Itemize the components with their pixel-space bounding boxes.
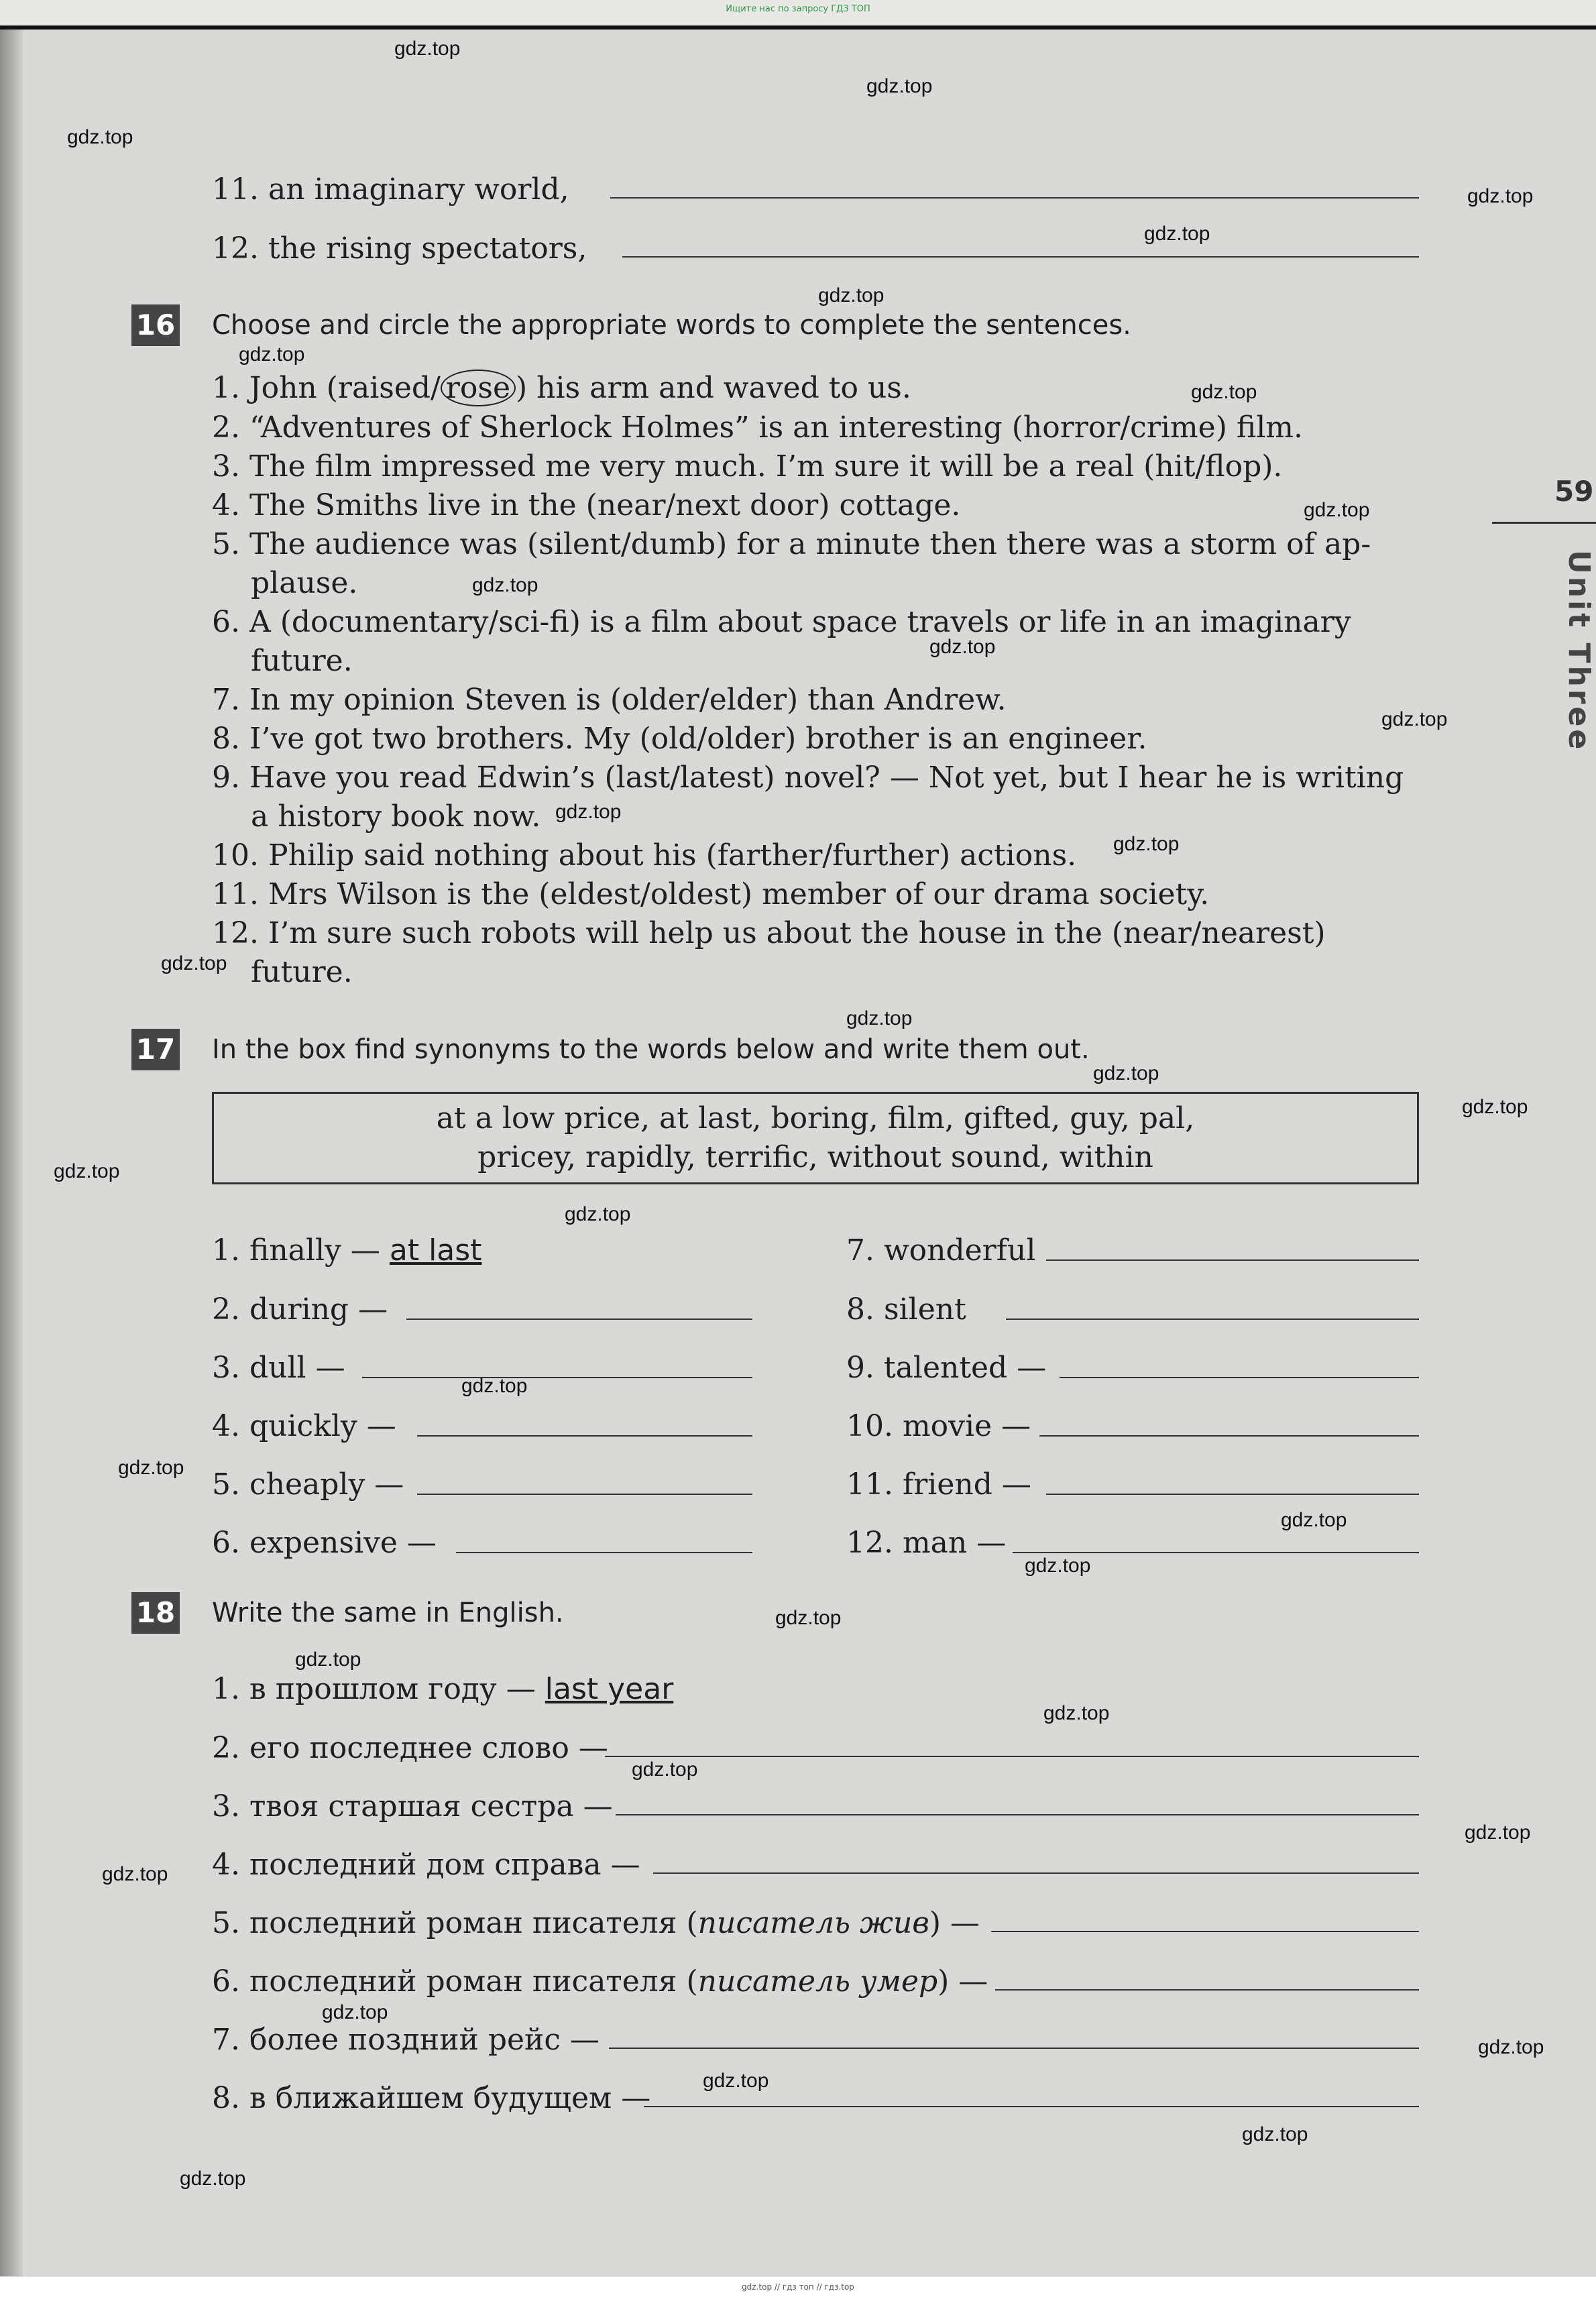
ex17-left-1: 1. finally — at last	[212, 1233, 482, 1268]
ex16-item-12-cont: future.	[251, 955, 353, 989]
watermark: gdz.top	[1025, 1555, 1091, 1577]
bottom-banner	[0, 2277, 1596, 2297]
top-banner	[0, 0, 1596, 30]
ex17-right-10: 10. movie —	[846, 1409, 1031, 1443]
ex16-item-4[interactable]: 4. The Smiths live in the (near/next door) cottage.	[212, 488, 961, 522]
watermark: gdz.top	[1191, 381, 1257, 403]
watermark: gdz.top	[295, 1648, 361, 1671]
ex17-right-12: 12. man —	[846, 1526, 1007, 1560]
ex18-item-5: 5. последний роман писателя (писатель жив) —	[212, 1906, 980, 1940]
ex18-item-8: 8. в ближайшем будущем —	[212, 2081, 651, 2115]
answer-line[interactable]	[653, 1872, 1419, 1874]
synonym-word-box	[212, 1092, 1419, 1184]
answer-line[interactable]	[609, 2048, 1419, 2049]
watermark: gdz.top	[1043, 1702, 1110, 1724]
ex18-item-6: 6. последний роман писателя (писатель умер) —	[212, 1964, 988, 1999]
word-box-line-1: at a low price, at last, boring, film, gifted, guy, pal,	[436, 1101, 1195, 1135]
watermark: gdz.top	[703, 2070, 769, 2092]
ex18-item-2: 2. его последнее слово —	[212, 1731, 608, 1765]
watermark: gdz.top	[161, 952, 227, 974]
watermark: gdz.top	[565, 1203, 631, 1225]
ex16-item-9-cont: a history book now.	[251, 799, 541, 834]
ex17-left-5: 5. cheaply —	[212, 1467, 404, 1502]
ex16-item-7[interactable]: 7. In my opinion Steven is (older/elder) than Andrew.	[212, 683, 1007, 717]
watermark: gdz.top	[818, 284, 885, 306]
watermark: gdz.top	[322, 2001, 388, 2023]
watermark: gdz.top	[118, 1457, 184, 1479]
watermark: gdz.top	[394, 38, 461, 60]
watermark: gdz.top	[54, 1160, 120, 1182]
exercise-number-18: 18	[131, 1592, 180, 1634]
ex17-right-8: 8. silent	[846, 1292, 966, 1327]
ex16-item-12[interactable]: 12. I’m sure such robots will help us about the house in the (near/nearest)	[212, 916, 1326, 950]
circled-answer[interactable]: rose	[441, 370, 516, 406]
watermark: gdz.top	[67, 126, 133, 148]
ex17-right-9: 9. talented —	[846, 1351, 1047, 1385]
page-number: 59	[1554, 475, 1594, 508]
answer-line[interactable]	[991, 1931, 1419, 1932]
ex16-item-6-cont: future.	[251, 644, 353, 678]
watermark: gdz.top	[775, 1607, 842, 1629]
ex16-item-10[interactable]: 10. Philip said nothing about his (farther/further) actions.	[212, 838, 1077, 873]
watermark: gdz.top	[102, 1863, 168, 1885]
watermark: gdz.top	[1462, 1096, 1528, 1118]
answer-line[interactable]	[1006, 1319, 1419, 1320]
watermark: gdz.top	[1381, 708, 1448, 730]
exercise-18-instruction: Write the same in English.	[212, 1598, 564, 1628]
ex16-item-1: 1. John (raised/ rose ) his arm and waved to us.	[212, 371, 911, 405]
answer-line[interactable]	[417, 1435, 752, 1437]
watermark: gdz.top	[555, 801, 622, 823]
answer-line[interactable]	[644, 2106, 1419, 2107]
ex16-item-5[interactable]: 5. The audience was (silent/dumb) for a minute then there was a storm of ap-	[212, 527, 1371, 561]
watermark: gdz.top	[239, 343, 305, 366]
ex18-item-1: 1. в прошлом году — last year	[212, 1672, 674, 1706]
ex16-item-6[interactable]: 6. A (documentary/sci-fi) is a film about space travels or life in an imaginary	[212, 605, 1351, 639]
watermark: gdz.top	[866, 75, 933, 97]
answer-line[interactable]	[406, 1319, 752, 1320]
handwritten-answer[interactable]: last year	[545, 1672, 674, 1706]
answer-line[interactable]	[610, 197, 1419, 199]
answer-line[interactable]	[456, 1552, 752, 1553]
page-number-rule	[1492, 522, 1596, 524]
watermark: gdz.top	[1465, 1822, 1531, 1844]
answer-line[interactable]	[622, 256, 1419, 258]
exercise-number-17: 17	[131, 1029, 180, 1070]
ex16-item-2[interactable]: 2. “Adventures of Sherlock Holmes” is an interesting (horror/crime) film.	[212, 410, 1303, 445]
answer-line[interactable]	[616, 1814, 1419, 1815]
watermark: gdz.top	[472, 574, 538, 596]
prev-item-12: 12. the rising spectators,	[212, 231, 587, 266]
watermark: gdz.top	[1467, 185, 1534, 207]
ex17-left-2: 2. during —	[212, 1292, 388, 1327]
ex17-left-3: 3. dull —	[212, 1351, 345, 1385]
ex18-item-7: 7. более поздний рейс —	[212, 2023, 600, 2057]
exercise-17-instruction: In the box find synonyms to the words below and write them out.	[212, 1034, 1090, 1065]
bottom-banner-text: gdz.top // гдз топ // гдз.top	[742, 2282, 854, 2292]
watermark: gdz.top	[1242, 2123, 1308, 2145]
answer-line[interactable]	[995, 1989, 1419, 1991]
unit-label: Unit Three	[1562, 550, 1596, 752]
watermark: gdz.top	[1281, 1509, 1347, 1531]
watermark: gdz.top	[1304, 499, 1370, 521]
watermark: gdz.top	[632, 1758, 698, 1781]
top-banner-text: Ищите нас по запросу ГДЗ ТОП	[726, 4, 870, 14]
ex16-item-8[interactable]: 8. I’ve got two brothers. My (old/older) brother is an engineer.	[212, 722, 1147, 756]
answer-line[interactable]	[1060, 1377, 1419, 1378]
ex16-item-3[interactable]: 3. The film impressed me very much. I’m sure it will be a real (hit/flop).	[212, 449, 1283, 484]
ex16-item-5-cont: plause.	[251, 566, 358, 600]
ex17-right-11: 11. friend —	[846, 1467, 1031, 1502]
watermark: gdz.top	[1478, 2036, 1544, 2058]
watermark: gdz.top	[846, 1007, 913, 1029]
ex18-item-4: 4. последний дом справа —	[212, 1848, 640, 1882]
exercise-number-16: 16	[131, 304, 180, 346]
answer-line[interactable]	[1046, 1494, 1419, 1495]
watermark: gdz.top	[1113, 833, 1180, 855]
answer-line[interactable]	[1046, 1259, 1419, 1261]
handwritten-answer[interactable]: at last	[389, 1233, 482, 1268]
watermark: gdz.top	[1093, 1062, 1159, 1084]
answer-line[interactable]	[1013, 1552, 1419, 1553]
ex18-item-3: 3. твоя старшая сестра —	[212, 1789, 613, 1824]
watermark: gdz.top	[180, 2168, 246, 2190]
ex17-left-6: 6. expensive —	[212, 1526, 437, 1560]
answer-line[interactable]	[1039, 1435, 1419, 1437]
word-box-line-2: pricey, rapidly, terrific, without sound, within	[477, 1140, 1153, 1174]
ex16-item-9[interactable]: 9. Have you read Edwin’s (last/latest) novel? — Not yet, but I hear he is writing	[212, 761, 1404, 795]
exercise-16-instruction: Choose and circle the appropriate words to complete the sentences.	[212, 310, 1131, 341]
watermark: gdz.top	[929, 636, 996, 658]
ex16-item-11[interactable]: 11. Mrs Wilson is the (eldest/oldest) member of our drama society.	[212, 877, 1210, 911]
prev-item-11: 11. an imaginary world,	[212, 172, 569, 207]
answer-line[interactable]	[362, 1377, 752, 1378]
ex17-right-7: 7. wonderful	[846, 1233, 1036, 1268]
book-spine-shadow	[0, 30, 23, 2276]
watermark: gdz.top	[1144, 223, 1210, 245]
watermark: gdz.top	[461, 1375, 528, 1397]
answer-line[interactable]	[417, 1494, 752, 1495]
answer-line[interactable]	[605, 1756, 1419, 1757]
ex17-left-4: 4. quickly —	[212, 1409, 396, 1443]
